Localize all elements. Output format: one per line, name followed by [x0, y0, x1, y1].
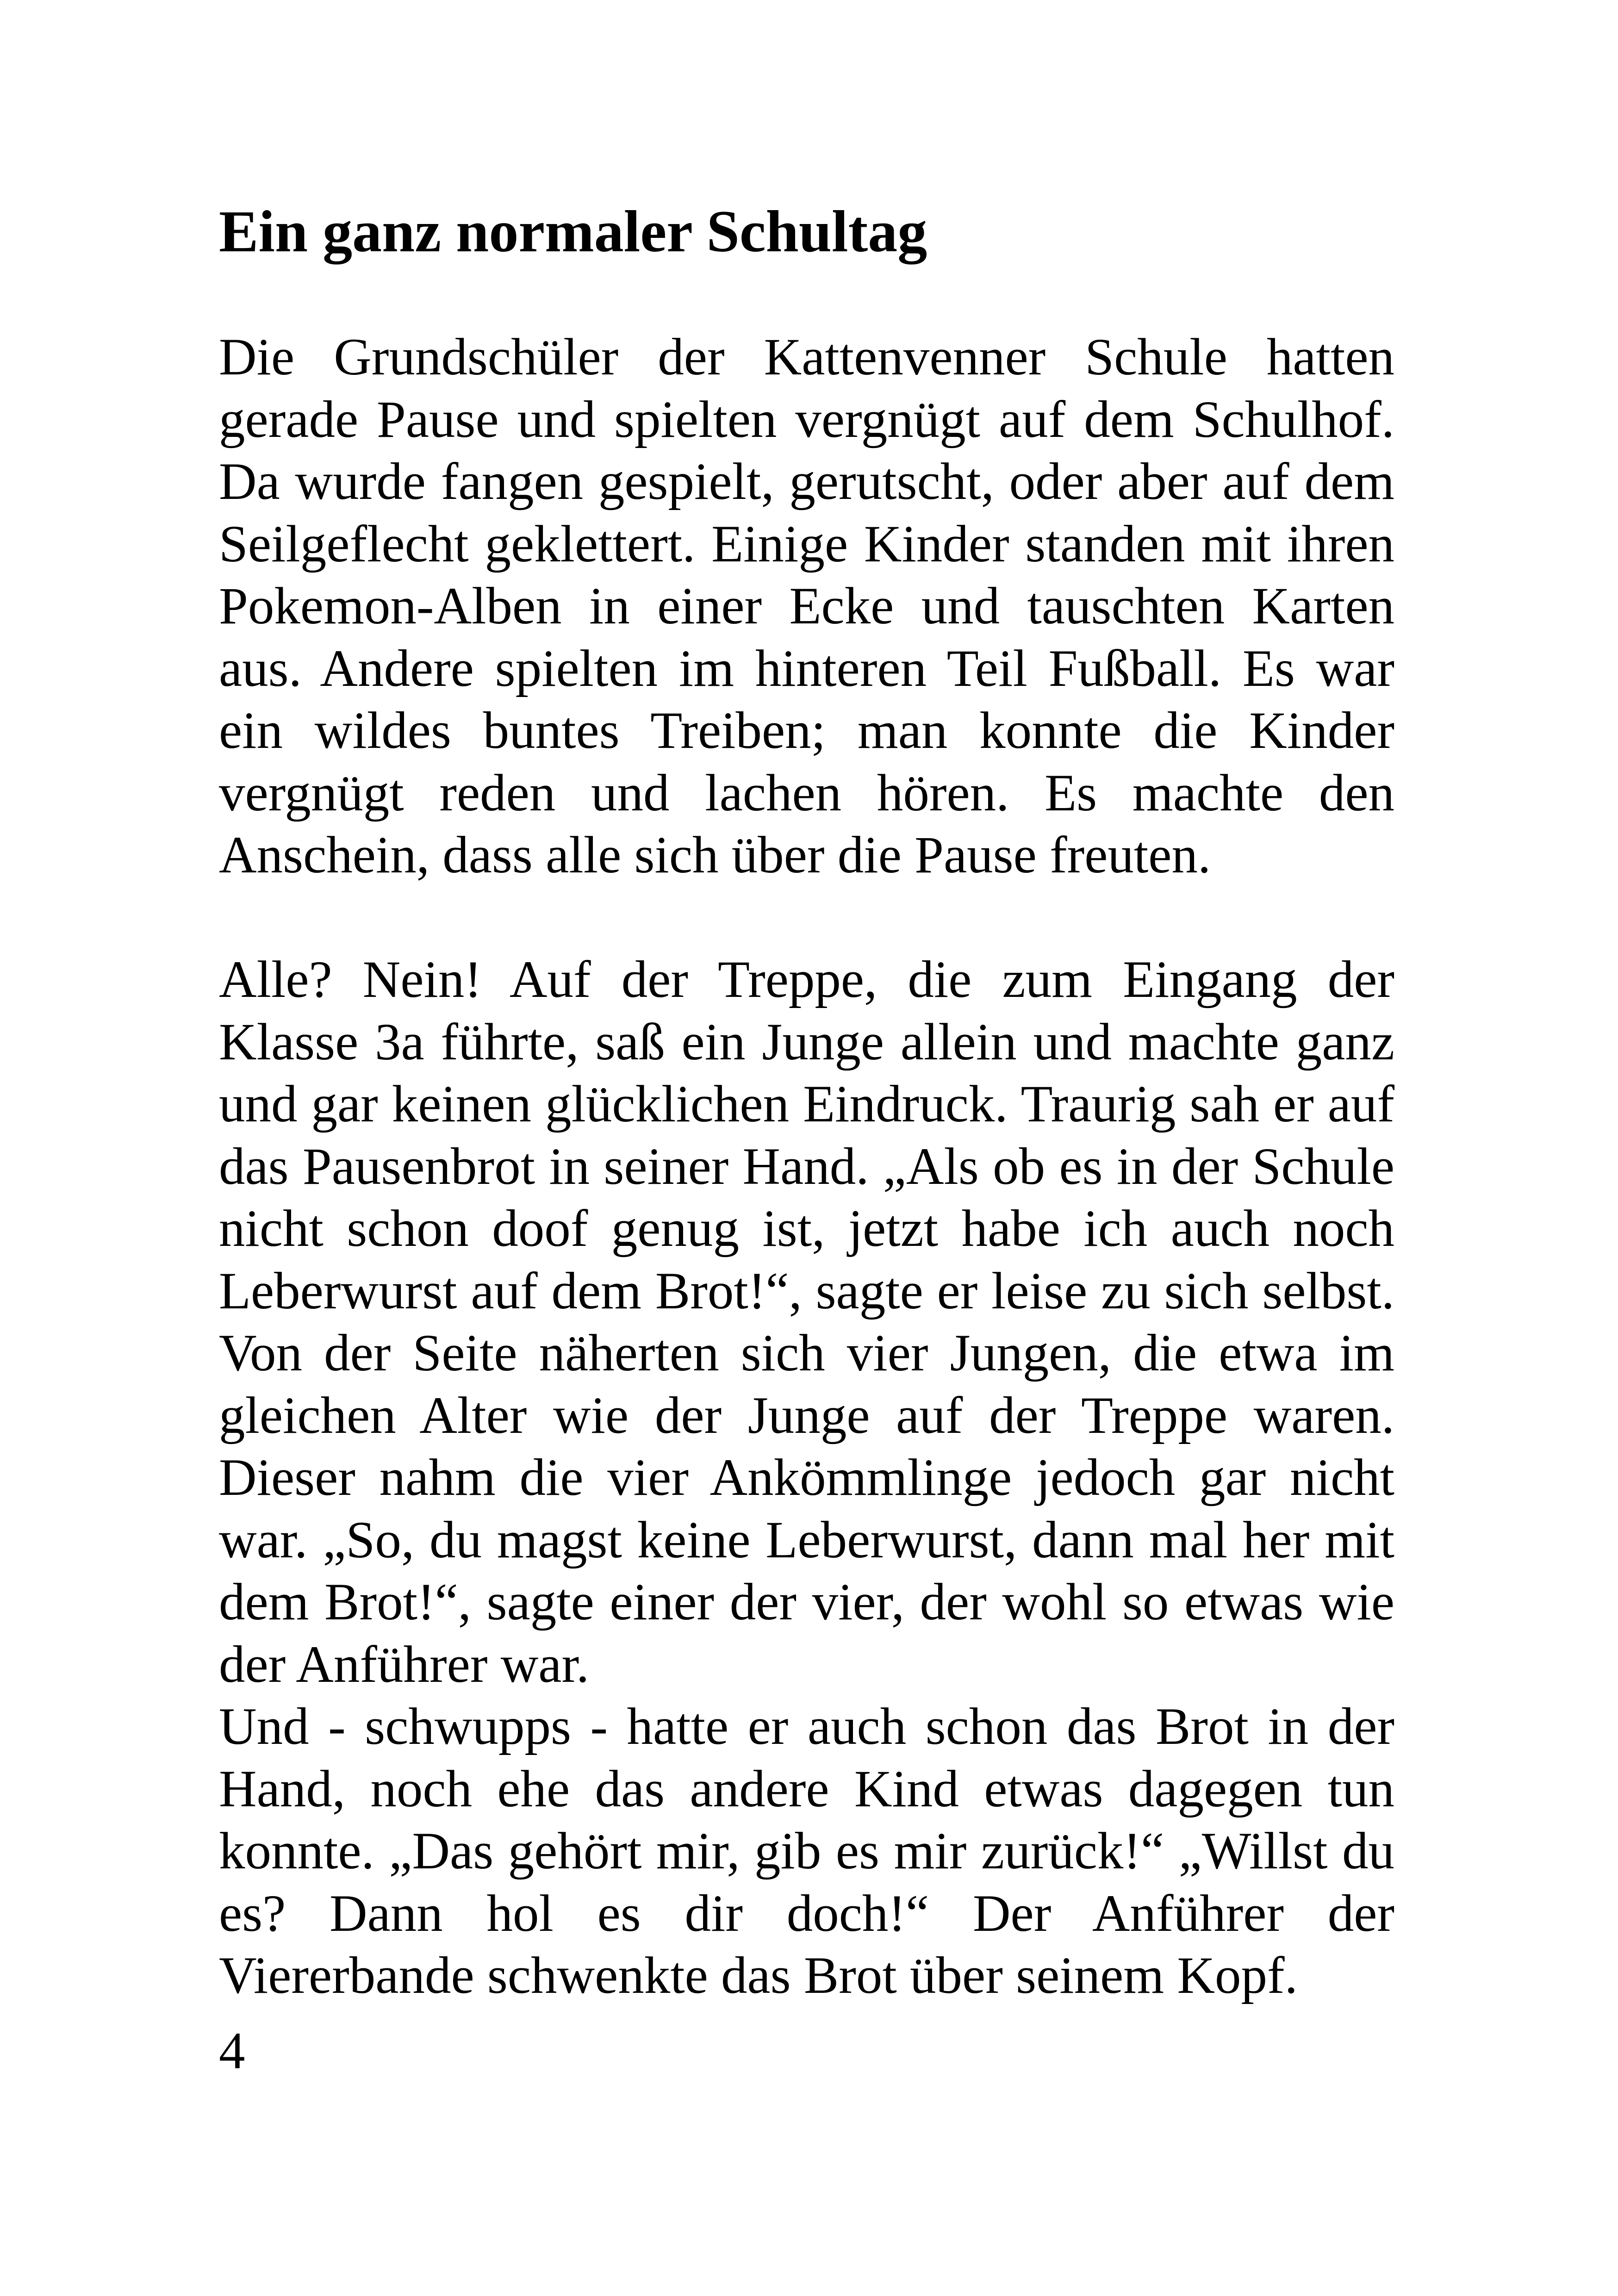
chapter-title: Ein ganz normaler Schultag — [219, 199, 927, 264]
paragraph-3: Und - schwupps - hatte er auch schon das Brot in der Hand, noch ehe das andere Kind etwas dagegen tun konnte. „Das gehört mir, gib es mir zurück!“ „Willst du es? Dann hol es dir doch!“ Der Anführer der Viererbande schwenkte das Brot über seinem Kopf. — [219, 1698, 1394, 2004]
paragraph-2: Alle? Nein! Auf der Treppe, die zum Eingang der Klasse 3a führte, saß ein Junge allein und machte ganz und gar keinen glücklichen Eindruck. Traurig sah er auf das Pausenbrot in seiner Hand. „Als ob es in der Schule nicht schon doof genug ist, jetzt habe ich auch noch Leberwurst auf dem Brot!“, sagte er leise zu sich selbst. Von der Seite näherten sich vier Jungen, die etwa im gleichen Alter wie der Junge auf der Treppe waren. Dieser nahm die vier Ankömmlinge jedoch gar nicht war. „So, du magst keine Leberwurst, dann mal her mit dem Brot!“, sagte einer der vier, der wohl so etwas wie der Anführer war. — [219, 951, 1394, 1693]
paragraph-gap — [219, 887, 1394, 949]
page-number: 4 — [219, 2022, 245, 2080]
body-text — [219, 326, 1394, 2007]
paragraph-1: Die Grundschüler der Kattenvenner Schule hatten gerade Pause und spielten vergnügt auf dem Schulhof. Da wurde fangen gespielt, gerutscht, oder aber auf dem Seilgeflecht geklettert. Einige Kinder standen mit ihren Pokemon-Alben in einer Ecke und tauschten Karten aus. Andere spielten im hinteren Teil Fußball. Es war ein wildes buntes Treiben; man konnte die Kinder vergnügt reden und lachen hören. Es machte den Anschein, dass alle sich über die Pause freuten. — [219, 328, 1394, 884]
